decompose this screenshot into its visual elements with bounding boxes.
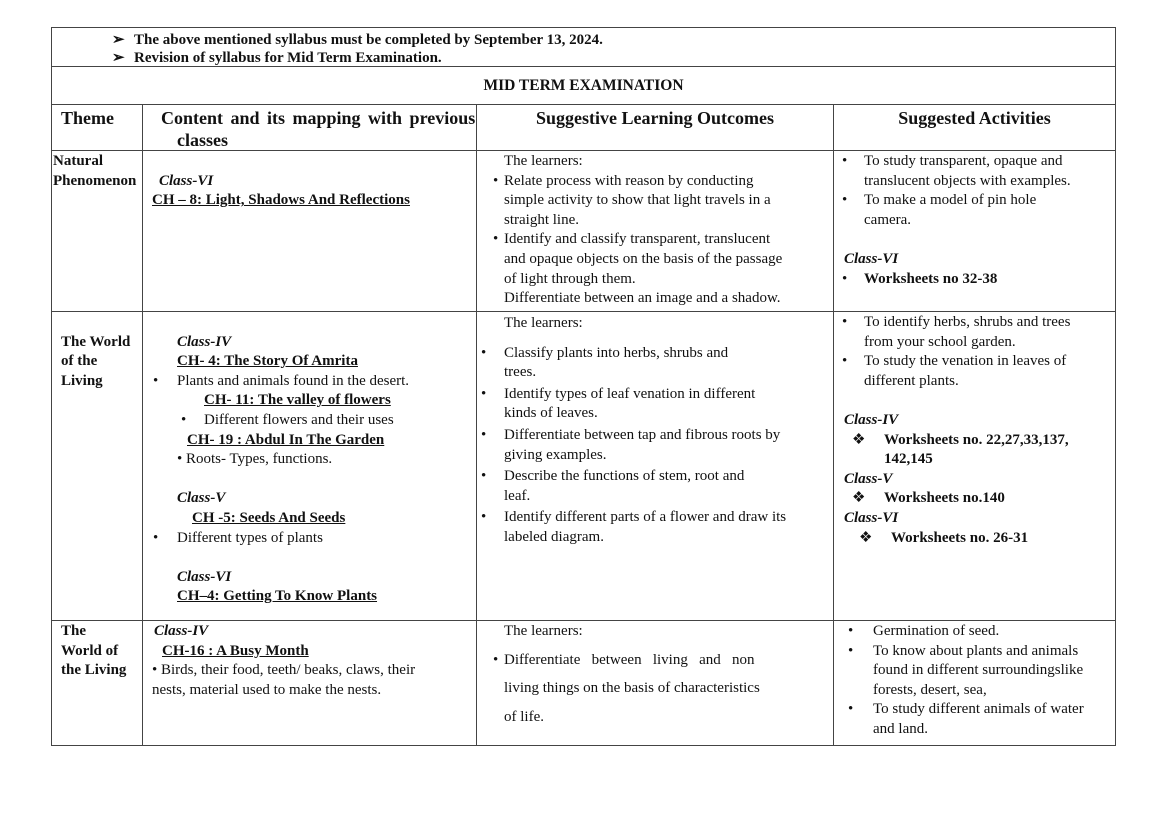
bullet-icon: • <box>842 192 848 209</box>
text-line <box>477 344 833 364</box>
class-label <box>834 411 1115 431</box>
arrow-bullet-icon: ➢ <box>112 32 125 48</box>
line-text: Class-VI <box>177 568 232 585</box>
chapter-title <box>143 642 476 662</box>
note-completion-deadline <box>112 30 603 49</box>
text-line <box>143 529 476 549</box>
worksheet-ref <box>834 270 1115 290</box>
text-line <box>834 661 1115 681</box>
text-line <box>477 250 833 270</box>
bullet-icon: • <box>493 231 499 248</box>
diamond-bullet-icon: ❖ <box>859 529 873 546</box>
line-text: the Living <box>61 662 127 679</box>
chapter-title <box>143 391 476 411</box>
line-text: Differentiate between an image and a shadow. <box>504 290 781 307</box>
text-line <box>477 191 833 211</box>
bullet-icon: • <box>848 623 854 639</box>
line-text: Class-V <box>177 490 226 507</box>
line-text: World of <box>61 642 119 659</box>
blank-line <box>143 152 476 172</box>
line-text: CH – 8: Light, Shadows And Reflections <box>152 192 410 209</box>
blank-line <box>143 470 476 490</box>
line-text: Class-V <box>844 470 893 487</box>
bullet-icon: • <box>842 153 848 169</box>
theme-name <box>52 661 142 681</box>
line-text: kinds of leaves. <box>504 405 598 422</box>
note-revision <box>112 48 442 67</box>
line-text: living things on the basis of characteristics <box>504 680 760 697</box>
section-title: MID TERM EXAMINATION <box>52 67 1115 105</box>
blank-line <box>143 548 476 568</box>
text-line <box>143 372 476 392</box>
text-line <box>477 230 833 250</box>
bullet-icon: • <box>848 642 854 659</box>
bullet-icon: • <box>481 426 487 443</box>
text-line <box>477 508 833 528</box>
table-row <box>52 312 1115 621</box>
text-line <box>834 152 1115 172</box>
worksheet-ref <box>834 450 1115 470</box>
diamond-bullet-icon: ❖ <box>852 431 866 448</box>
theme-name <box>52 642 142 662</box>
theme-name <box>52 152 142 172</box>
class-label <box>143 568 476 588</box>
line-text: Identify and classify transparent, translucent <box>504 231 771 248</box>
line-text: • Roots- Types, functions. <box>177 451 333 468</box>
text-line <box>834 211 1115 231</box>
line-text: Class-IV <box>154 623 209 639</box>
text-line <box>477 404 833 424</box>
line-text: 142,145 <box>884 451 933 468</box>
text-line <box>477 708 833 728</box>
line-text: from your school garden. <box>864 333 1016 350</box>
text-line <box>834 191 1115 211</box>
bullet-icon: • <box>481 385 487 402</box>
chapter-title <box>143 587 476 607</box>
line-text: Worksheets no. 22,27,33,137, <box>884 431 1069 448</box>
text-line <box>143 661 476 681</box>
text-line <box>477 446 833 466</box>
bullet-icon: • <box>493 172 499 189</box>
header-content-line1: Content and its mapping with previous <box>161 108 476 128</box>
note-text: The above mentioned syllabus must be completed by September 13, 2024. <box>134 32 603 48</box>
line-text: Relate process with reason by conducting <box>504 172 754 189</box>
line-text: and opaque objects on the basis of the passage <box>504 250 783 267</box>
line-text: Different flowers and their uses <box>204 411 394 428</box>
blank-line <box>52 313 142 333</box>
line-text: To study different animals of water <box>873 701 1084 718</box>
line-text: Class-VI <box>159 172 214 189</box>
class-label <box>834 250 1115 270</box>
chapter-title <box>143 431 476 451</box>
line-text: Living <box>61 372 103 389</box>
line-text: different plants. <box>864 372 959 389</box>
line-text: Describe the functions of stem, root and <box>504 468 745 485</box>
text-line <box>477 211 833 231</box>
header-outcomes: Suggestive Learning Outcomes <box>477 105 834 150</box>
line-text: Worksheets no 32-38 <box>864 270 998 287</box>
bullet-icon: • <box>153 372 159 389</box>
content-cell <box>143 312 477 620</box>
text-line <box>143 450 476 470</box>
bullet-icon: • <box>493 651 499 668</box>
line-text: and land. <box>873 720 928 737</box>
line-text: simple activity to show that light travels in a <box>504 192 771 209</box>
chapter-title <box>143 191 476 211</box>
line-text: Plants and animals found in the desert. <box>177 372 410 389</box>
line-text: The learners: <box>504 153 583 169</box>
theme-name <box>52 333 142 353</box>
content-cell <box>143 151 477 311</box>
text-line <box>477 651 784 671</box>
arrow-bullet-icon: ➢ <box>112 50 125 66</box>
line-text: Class-IV <box>177 333 232 350</box>
content-cell <box>143 621 477 745</box>
line-text: nests, material used to make the nests. <box>152 681 382 698</box>
worksheet-ref <box>834 529 1115 549</box>
line-text: of the <box>61 353 98 370</box>
line-text: of light through them. <box>504 270 636 287</box>
line-text: CH-16 : A Busy Month <box>162 642 309 659</box>
class-label <box>143 333 476 353</box>
text-line <box>834 622 1115 642</box>
text-line <box>834 172 1115 192</box>
activities-cell <box>834 151 1115 311</box>
theme-cell <box>52 312 143 620</box>
table-row <box>52 621 1115 745</box>
bullet-icon: • <box>181 411 187 428</box>
bullet-icon: • <box>842 353 848 370</box>
bullet-icon: • <box>481 468 487 485</box>
line-text: Class-VI <box>844 509 899 526</box>
text-line <box>477 385 833 405</box>
line-text: To identify herbs, shrubs and trees <box>864 314 1071 330</box>
line-text: Germination of seed. <box>873 623 1000 639</box>
line-text: To know about plants and animals <box>873 642 1079 659</box>
class-label <box>143 622 476 642</box>
theme-name <box>52 352 142 372</box>
theme-cell <box>52 621 143 745</box>
line-text: To study transparent, opaque and <box>864 153 1063 169</box>
line-text: To make a model of pin hole <box>864 192 1037 209</box>
line-text: Worksheets no.140 <box>884 490 1005 507</box>
text-line <box>143 681 476 701</box>
line-text: The learners: <box>504 315 583 331</box>
text-line <box>834 313 1115 333</box>
line-text: The learners: <box>504 623 583 639</box>
theme-name <box>52 372 142 392</box>
bullet-icon: • <box>481 509 487 526</box>
text-line <box>143 411 476 431</box>
outcomes-cell <box>477 312 834 620</box>
line-text: trees. <box>504 364 537 381</box>
text-line <box>834 642 1115 662</box>
line-text: forests, desert, sea, <box>873 681 987 698</box>
text-line <box>477 426 833 446</box>
chapter-title <box>143 352 476 372</box>
class-label <box>143 489 476 509</box>
activities-cell <box>834 621 1115 745</box>
class-label <box>834 470 1115 490</box>
theme-name <box>52 172 142 192</box>
outcomes-cell <box>477 621 834 745</box>
line-text: To study the venation in leaves of <box>864 353 1067 370</box>
line-text: Identify different parts of a flower and draw its <box>504 509 787 526</box>
line-text: Class-VI <box>844 250 899 267</box>
blank-line <box>143 313 476 333</box>
header-content <box>143 105 477 150</box>
line-text: found in different surroundingslike <box>873 662 1084 679</box>
class-label <box>834 509 1115 529</box>
line-text: giving examples. <box>504 446 607 463</box>
line-text: Classify plants into herbs, shrubs and <box>504 344 729 361</box>
line-text: Class-IV <box>844 411 899 428</box>
chapter-title <box>143 509 476 529</box>
text-line <box>834 681 1115 701</box>
blank-line <box>834 230 1115 250</box>
line-text: Natural <box>53 153 103 169</box>
blank-line <box>834 391 1115 411</box>
notes-section <box>52 28 1115 67</box>
line-text: The World <box>61 333 131 350</box>
text-line <box>477 270 833 290</box>
line-text: translucent objects with examples. <box>864 172 1071 189</box>
line-text: straight line. <box>504 211 579 228</box>
diamond-bullet-icon: ❖ <box>852 490 866 507</box>
header-theme: Theme <box>52 105 143 150</box>
text-line <box>477 289 833 309</box>
class-label <box>143 172 476 192</box>
line-text: CH -5: Seeds And Seeds <box>192 509 346 526</box>
table-row <box>52 151 1115 312</box>
line-text: camera. <box>864 211 912 228</box>
header-row <box>52 105 1115 151</box>
line-text: The <box>61 623 87 639</box>
theme-name <box>52 622 142 642</box>
line-text: CH–4: Getting To Know Plants <box>177 588 378 605</box>
line-text: Differentiate between living and non <box>504 651 755 668</box>
line-text: Differentiate between tap and fibrous roots by <box>504 426 781 443</box>
note-text: Revision of syllabus for Mid Term Examination. <box>134 50 442 66</box>
bullet-icon: • <box>481 344 487 361</box>
worksheet-ref <box>834 431 1115 451</box>
text-line <box>834 333 1115 353</box>
line-text: labeled diagram. <box>504 528 604 545</box>
text-line <box>834 352 1115 372</box>
syllabus-table <box>51 27 1116 746</box>
line-text: • Birds, their food, teeth/ beaks, claws, their <box>152 662 416 679</box>
text-line <box>477 487 833 507</box>
text-line <box>477 363 833 383</box>
text-line <box>834 372 1115 392</box>
line-text: Different types of plants <box>177 529 323 546</box>
line-text: of life. <box>504 708 544 725</box>
line-text: Phenomenon <box>53 172 137 189</box>
header-activities: Suggested Activities <box>898 108 1051 128</box>
bullet-icon: • <box>842 270 848 287</box>
text-line <box>477 152 833 172</box>
text-line <box>834 720 1115 740</box>
bullet-icon: • <box>848 701 854 718</box>
outcomes-cell <box>477 151 834 311</box>
line-text: Identify types of leaf venation in different <box>504 385 756 402</box>
text-line <box>477 528 833 548</box>
line-text: Worksheets no. 26-31 <box>891 529 1029 546</box>
header-content-line2: classes <box>177 130 228 150</box>
text-line <box>477 622 833 642</box>
activities-cell <box>834 312 1115 620</box>
line-text: leaf. <box>504 487 531 504</box>
text-line <box>477 467 833 487</box>
worksheet-ref <box>834 489 1115 509</box>
line-text: CH- 11: The valley of flowers <box>204 392 391 409</box>
text-line <box>477 314 833 334</box>
bullet-icon: • <box>842 314 848 330</box>
line-text: CH- 19 : Abdul In The Garden <box>187 431 385 448</box>
bullet-icon: • <box>153 529 159 546</box>
text-line <box>477 679 833 699</box>
line-text: CH- 4: The Story Of Amrita <box>177 353 358 370</box>
text-line <box>834 700 1115 720</box>
theme-cell <box>52 151 143 311</box>
text-line <box>477 172 833 192</box>
